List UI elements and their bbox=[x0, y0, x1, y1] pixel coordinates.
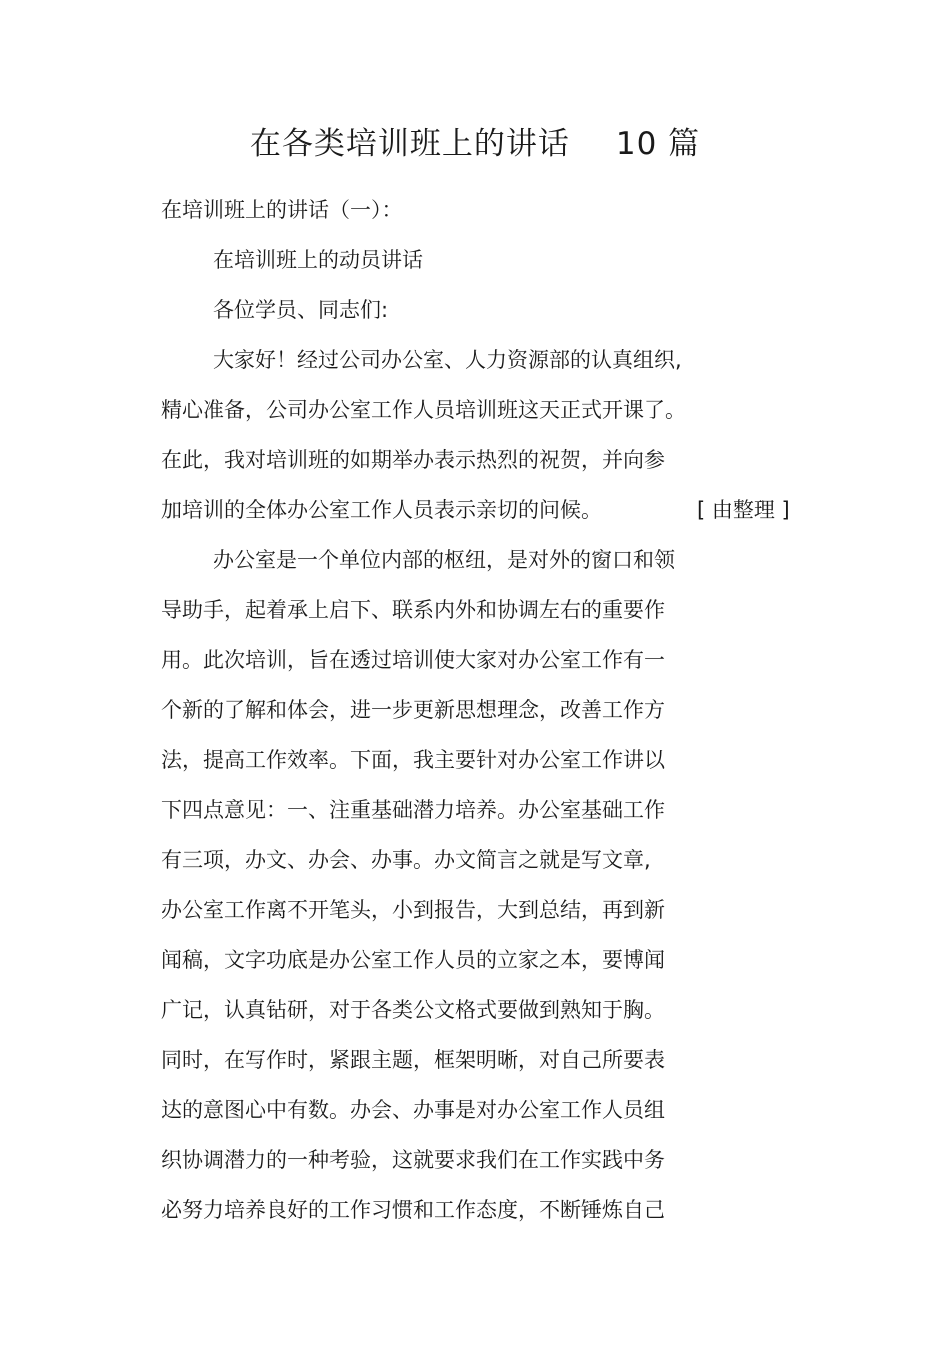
body-line: 必努力培养良好的工作习惯和工作态度，不断锤炼自己 bbox=[161, 1198, 665, 1222]
body-line: 导助手，起着承上启下、联系内外和协调左右的重要作 bbox=[161, 598, 665, 622]
body-line: 达的意图心中有数。办会、办事是对办公室工作人员组 bbox=[161, 1098, 665, 1122]
body-line: 有三项，办文、办会、办事。办文简言之就是写文章, bbox=[161, 848, 651, 872]
body-line: 办公室工作离不开笔头，小到报告，大到总结，再到新 bbox=[161, 898, 665, 922]
section-heading: 在培训班上的讲话（一）： bbox=[161, 198, 403, 222]
body-line: 下四点意见：一、注重基础潜力培养。办公室基础工作 bbox=[161, 798, 665, 822]
body-line: 织协调潜力的一种考验，这就要求我们在工作实践中务 bbox=[161, 1148, 665, 1172]
body-line: 办公室是一个单位内部的枢纽，是对外的窗口和领 bbox=[213, 548, 675, 572]
title-count: 10 篇 bbox=[615, 126, 701, 162]
body-line: 在此，我对培训班的如期举办表示热烈的祝贺，并向参 bbox=[161, 448, 665, 472]
body-line: 用。此次培训，旨在透过培训使大家对办公室工作有一 bbox=[161, 648, 665, 672]
body-line: 加培训的全体办公室工作人员表示亲切的问候。 bbox=[161, 498, 602, 522]
salutation: 各位学员、同志们: bbox=[213, 298, 389, 322]
body-line: 大家好！经过公司办公室、人力资源部的认真组织, bbox=[213, 348, 682, 372]
title-text: 在各类培训班上的讲话 bbox=[249, 126, 570, 162]
body-line: 法，提高工作效率。下面，我主要针对办公室工作讲以 bbox=[161, 748, 665, 772]
body-line: 广记，认真钻研，对于各类公文格式要做到熟知于胸。 bbox=[161, 998, 665, 1022]
body-line: 个新的了解和体会，进一步更新思想理念，改善工作方 bbox=[161, 698, 665, 722]
body-line: 闻稿，文字功底是办公室工作人员的立家之本，要博闻 bbox=[161, 948, 665, 972]
source-tag: [ 由整理 ] bbox=[697, 498, 790, 522]
body-line: 同时，在写作时，紧跟主题，框架明晰，对自己所要表 bbox=[161, 1048, 665, 1072]
body-line: 精心准备，公司办公室工作人员培训班这天正式开课了。 bbox=[161, 398, 686, 422]
speech-subtitle: 在培训班上的动员讲话 bbox=[213, 248, 423, 272]
document-title bbox=[0, 118, 950, 163]
